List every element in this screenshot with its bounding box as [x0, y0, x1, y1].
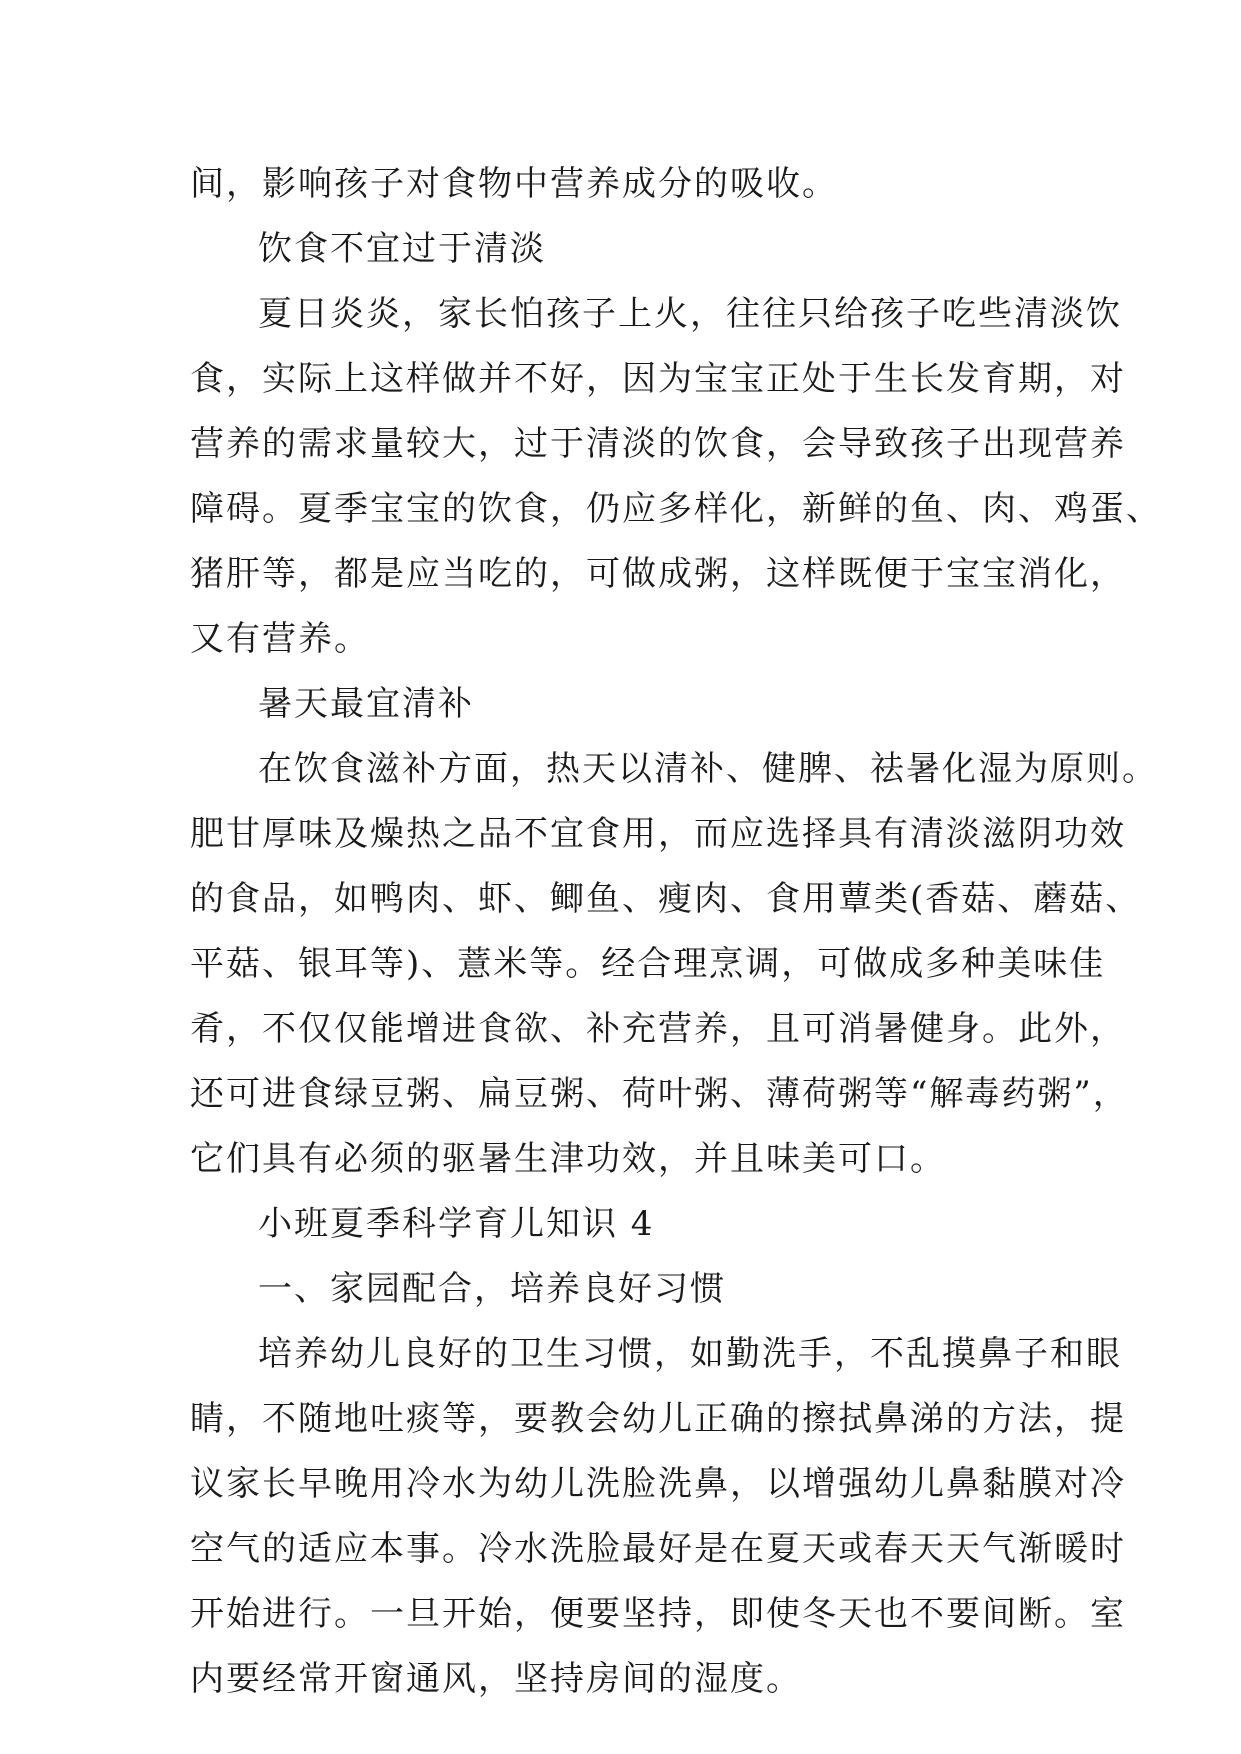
text-line: 肥甘厚味及燥热之品不宜食用，而应选择具有清淡滋阴功效	[190, 814, 1126, 854]
text-line: 开始进行。一旦开始，便要坚持，即使冬天也不要间断。室	[190, 1594, 1126, 1634]
text-line: 还可进食绿豆粥、扁豆粥、荷叶粥、薄荷粥等“解毒药粥”，	[190, 1074, 1129, 1114]
text-line: 培养幼儿良好的卫生习惯，如勤洗手，不乱摸鼻子和眼	[258, 1334, 1122, 1374]
text-line: 议家长早晚用冷水为幼儿洗脸洗鼻，以增强幼儿鼻黏膜对冷	[190, 1464, 1126, 1504]
section-heading	[190, 1192, 1056, 1257]
document-body	[190, 152, 1162, 1712]
body-paragraph	[190, 282, 1162, 672]
text-line: 又有营养。	[190, 619, 370, 659]
text-line: 食，实际上这样做并不好，因为宝宝正处于生长发育期，对	[190, 359, 1126, 399]
heading-text: 一、家园配合，培养良好习惯	[258, 1269, 726, 1309]
text-line: 营养的需求量较大，过于清淡的饮食，会导致孩子出现营养	[190, 424, 1126, 464]
text-line: 猪肝等，都是应当吃的，可做成粥，这样既便于宝宝消化，	[190, 554, 1126, 594]
text-line: 的食品，如鸭肉、虾、鲫鱼、瘦肉、食用蕈类(香菇、蘑菇、	[190, 879, 1142, 919]
section-heading	[190, 217, 1056, 282]
heading-text: 饮食不宜过于清淡	[258, 229, 546, 269]
text-line: 睛，不随地吐痰等，要教会幼儿正确的擦拭鼻涕的方法，提	[190, 1399, 1126, 1439]
heading-text: 暑天最宜清补	[258, 684, 474, 724]
body-paragraph	[190, 1322, 1126, 1712]
text-line: 在饮食滋补方面，热天以清补、健脾、祛暑化湿为原则。	[258, 749, 1158, 789]
text-line: 夏日炎炎，家长怕孩子上火，往往只给孩子吃些清淡饮	[258, 294, 1122, 334]
text-line: 障碍。夏季宝宝的饮食，仍应多样化，新鲜的鱼、肉、鸡蛋、	[190, 489, 1162, 529]
section-heading	[190, 672, 1056, 737]
paragraph-continued	[190, 152, 1056, 217]
section-heading	[190, 1257, 1056, 1322]
text-line: 空气的适应本事。冷水洗脸最好是在夏天或春天天气渐暖时	[190, 1529, 1126, 1569]
text-line: 肴，不仅仅能增进食欲、补充营养，且可消暑健身。此外，	[190, 1009, 1126, 1049]
body-paragraph	[190, 737, 1158, 1192]
text-line: 平菇、银耳等)、薏米等。经合理烹调，可做成多种美味佳	[190, 944, 1106, 984]
text-line: 内要经常开窗通风，坚持房间的湿度。	[190, 1659, 802, 1699]
text-line: 间，影响孩子对食物中营养成分的吸收。	[190, 164, 838, 204]
text-line: 它们具有必须的驱暑生津功效，并且味美可口。	[190, 1139, 946, 1179]
heading-text: 小班夏季科学育儿知识 4	[258, 1204, 655, 1244]
